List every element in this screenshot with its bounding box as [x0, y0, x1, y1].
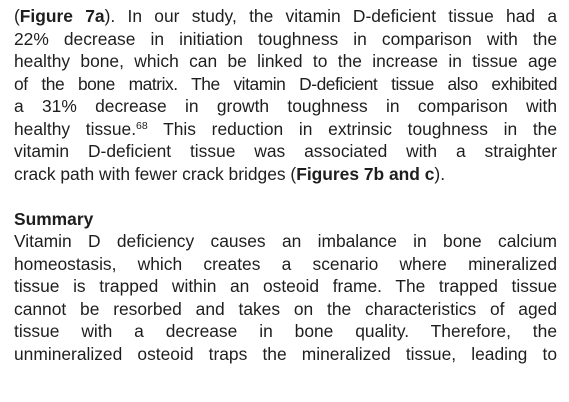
- citation-superscript: 68: [136, 119, 148, 132]
- text-segment: ).: [434, 163, 446, 184]
- figure-reference: Figures 7b and c: [296, 163, 435, 184]
- text-segment: This reduction in extrinsic toughness in the: [147, 118, 558, 139]
- text-line: homeostasis, which creates a scenario where mineralized: [14, 253, 557, 274]
- article-body: [14, 5, 557, 365]
- section-heading-summary: Summary: [14, 209, 94, 229]
- text-line: 22% decrease in initiation toughness in comparison with the: [14, 28, 557, 49]
- text-line: tissue is trapped within an osteoid frame. The trapped tissue: [14, 276, 557, 296]
- text-segment: crack path with fewer crack bridges (: [14, 163, 297, 184]
- text-line: a 31% decrease in growth toughness in comparison with: [14, 96, 557, 116]
- text-line: [14, 163, 557, 186]
- text-line: of the bone matrix. The vitamin D-deficient tissue also exhibited: [14, 73, 557, 94]
- text-line: [14, 118, 557, 141]
- text-line: healthy bone, which can be linked to the increase in tissue age: [14, 51, 557, 71]
- text-line: unmineralized osteoid traps the mineralized tissue, leading to: [14, 343, 557, 364]
- results-paragraph: [14, 5, 557, 185]
- text-line: vitamin D-deficient tissue was associated with a straighter: [14, 141, 557, 161]
- figure-reference: Figure 7a: [19, 6, 105, 26]
- text-segment: healthy tissue.: [14, 118, 137, 139]
- text-line: Vitamin D deficiency causes an imbalance in bone calcium: [14, 231, 557, 251]
- text-line: tissue with a decrease in bone quality. Therefore, the: [14, 321, 557, 341]
- text-line: cannot be resorbed and takes on the characteristics of aged: [14, 298, 557, 319]
- summary-paragraph: [14, 230, 557, 365]
- text-line: [14, 5, 557, 28]
- open-paren: (: [14, 6, 20, 26]
- text-segment: ). In our study, the vitamin D-deficient tissue had a: [104, 6, 557, 26]
